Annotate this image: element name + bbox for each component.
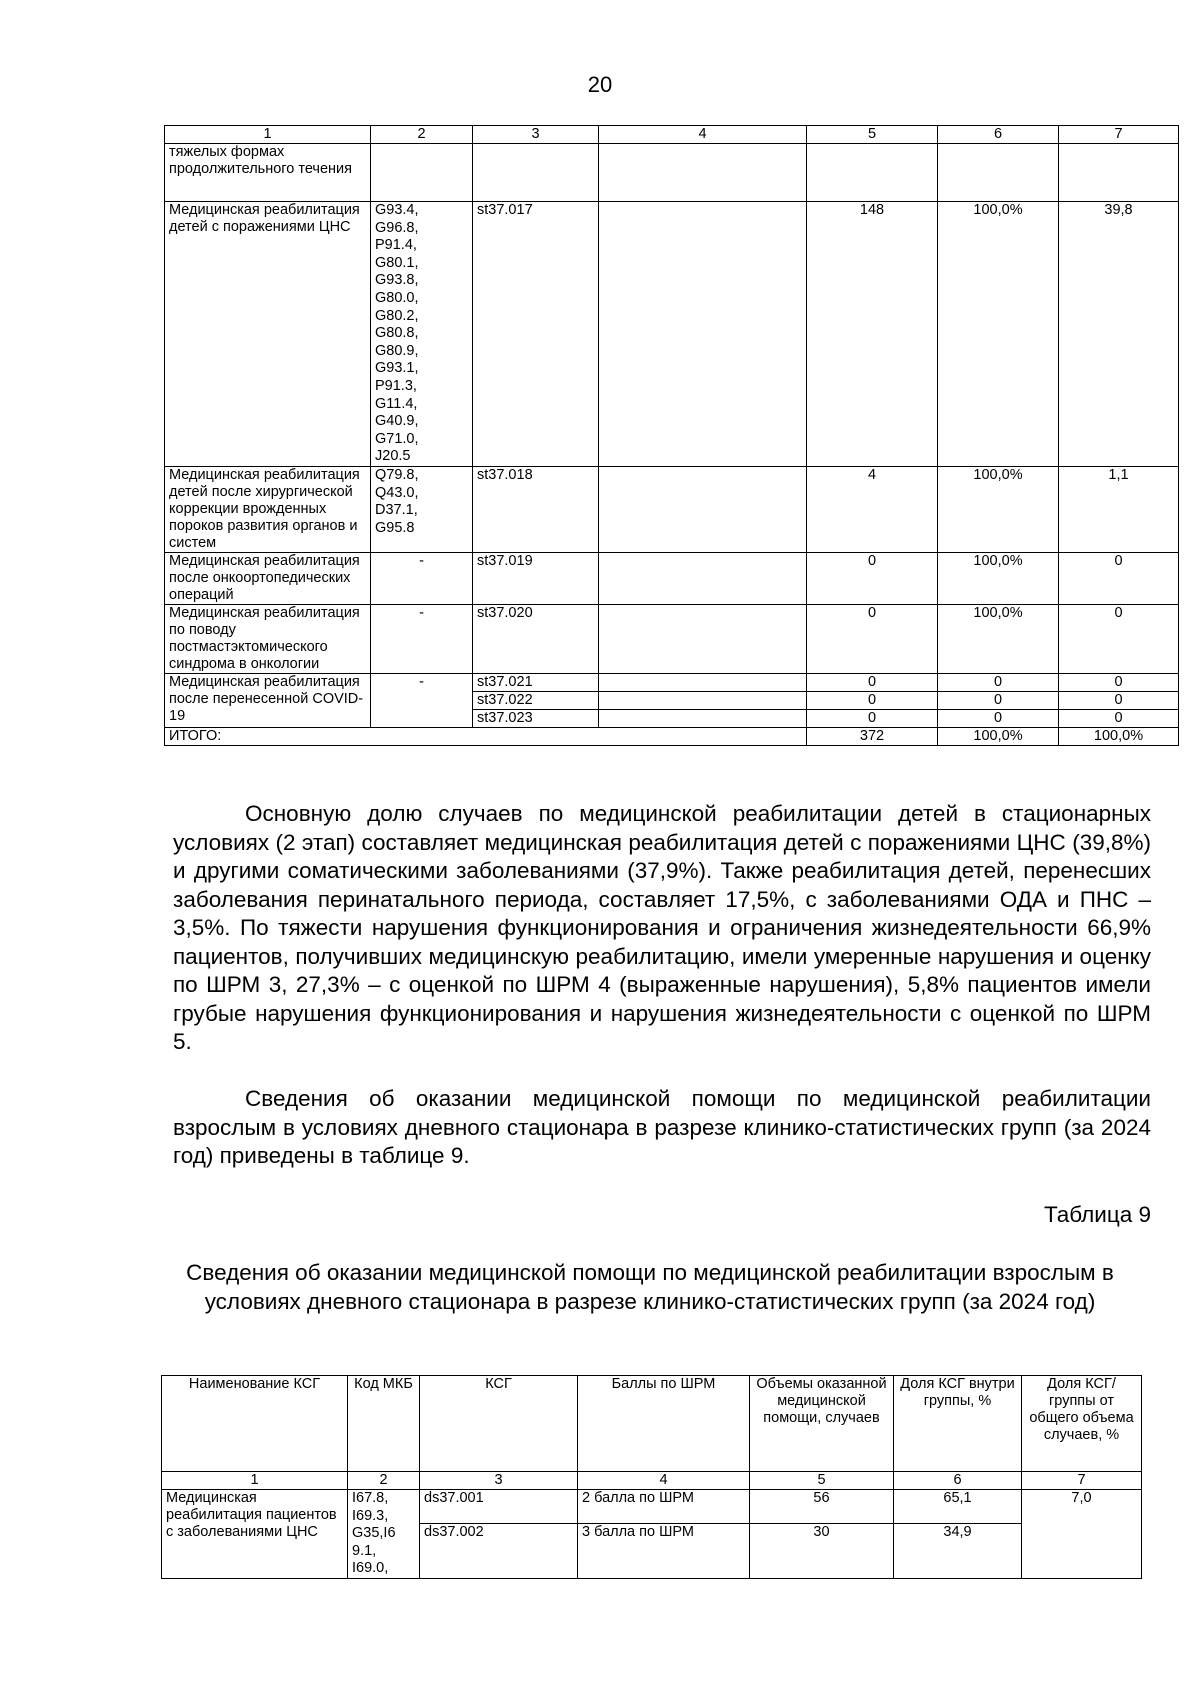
table-header-numbers: 1 2 3 4 5 6 7 bbox=[162, 1472, 1142, 1490]
share-in-group: 65,1 bbox=[894, 1490, 1022, 1524]
mkb-codes: - bbox=[371, 673, 473, 727]
total-share-in-group: 100,0% bbox=[938, 727, 1059, 745]
volume: 0 bbox=[807, 604, 938, 673]
table-header bbox=[162, 1376, 1142, 1472]
header-mkb: Код МКБ bbox=[348, 1376, 420, 1472]
table-row bbox=[165, 144, 1179, 202]
ksg-name: Медицинская реабилитация по поводу постмастэктомического синдрома в онкологии bbox=[165, 604, 371, 673]
paragraph-summary: Основную долю случаев по медицинской реабилитации детей в стационарных условиях (2 этап) составляет медицинская реабилитация детей с поражениями ЦНС (39,8%) и другими соматическими заболеваниями (37,9%). Также реабилитация детей, перенесших заболевания перинатального периода, составляет 17,5%, с заболеваниями ОДА и ПНС – 3,5%. По тяжести нарушения функционирования и ограничения жизнедеятельности 66,9% пациентов, получивших медицинскую реабилитацию, имели умеренные нарушения и оценку по ШРМ 3, 27,3% – с оценкой по ШРМ 4 (выраженные нарушения), 5,8% пациентов имели грубые нарушения функционирования и нарушения жизнедеятельности с оценкой по ШРМ 5. bbox=[173, 801, 1151, 1054]
table-row bbox=[165, 552, 1179, 604]
table-row: Медицинская реабилитация после перенесенной COVID-19 - st37.021 0 0 0 bbox=[165, 673, 1179, 691]
ksg-name: Медицинская реабилитация пациентов с заболеваниями ЦНС bbox=[162, 1490, 348, 1579]
ksg-name: Медицинская реабилитация детей после хирургической коррекции врожденных пороков развития органов и систем bbox=[165, 466, 371, 552]
total-label: ИТОГО: bbox=[165, 727, 807, 745]
mkb-codes: Q79.8, Q43.0, D37.1, G95.8 bbox=[371, 466, 473, 552]
table-row: st37.022 0 0 0 bbox=[165, 691, 1179, 709]
ksg-code: st37.019 bbox=[473, 552, 599, 604]
table-row bbox=[162, 1490, 1142, 1524]
share-in-group: 100,0% bbox=[938, 466, 1059, 552]
mkb-codes: I67.8, I69.3, G35,I6 9.1, I69.0, bbox=[348, 1490, 420, 1579]
share-total: 39,8 bbox=[1059, 202, 1179, 467]
table-row: st37.023 0 0 0 bbox=[165, 709, 1179, 727]
ksg-code: st37.018 bbox=[473, 466, 599, 552]
table-title: Сведения об оказании медицинской помощи по медицинской реабилитации взрослым в условиях дневного стационара в разрезе клинико-статистических групп (за 2024 год) bbox=[186, 1260, 1114, 1314]
share-in-group: 34,9 bbox=[894, 1524, 1022, 1579]
ksg-code: ds37.002 bbox=[420, 1524, 578, 1579]
ksg-name: Медицинская реабилитация после онкоортопедических операций bbox=[165, 552, 371, 604]
share-in-group: 100,0% bbox=[938, 202, 1059, 467]
header-ksg-name: Наименование КСГ bbox=[162, 1376, 348, 1472]
page-number: 20 bbox=[587, 72, 613, 97]
mkb-codes: - bbox=[371, 604, 473, 673]
rehab-children-table bbox=[164, 125, 1179, 746]
header-score: Баллы по ШРМ bbox=[578, 1376, 750, 1472]
volume: 56 bbox=[750, 1490, 894, 1524]
ksg-code: st37.020 bbox=[473, 604, 599, 673]
share-in-group: 100,0% bbox=[938, 604, 1059, 673]
total-share: 100,0% bbox=[1059, 727, 1179, 745]
ksg-code: st37.023 bbox=[473, 709, 599, 727]
table-row bbox=[165, 466, 1179, 552]
header-ksg: КСГ bbox=[420, 1376, 578, 1472]
mkb-codes: G93.4, G96.8, P91.4, G80.1, G93.8, G80.0, G80.2, G80.8, G80.9, G93.1, P91.3, G11.4, G40.9, G71.0, J20.5 bbox=[371, 202, 473, 467]
ksg-code: st37.022 bbox=[473, 691, 599, 709]
share-in-group: 100,0% bbox=[938, 552, 1059, 604]
score: 2 балла по ШРМ bbox=[578, 1490, 750, 1524]
volume: 148 bbox=[807, 202, 938, 467]
volume: 4 bbox=[807, 466, 938, 552]
ksg-name: Медицинская реабилитация после перенесенной COVID-19 bbox=[165, 673, 371, 727]
table-total-row bbox=[165, 727, 1179, 745]
score: 3 балла по ШРМ bbox=[578, 1524, 750, 1579]
header-share-total: Доля КСГ/группы от общего объема случаев, % bbox=[1022, 1376, 1142, 1472]
ksg-code: st37.021 bbox=[473, 673, 599, 691]
total-volume: 372 bbox=[807, 727, 938, 745]
table-label: Таблица 9 bbox=[1044, 1202, 1151, 1227]
ksg-name: тяжелых формах продолжительного течения bbox=[165, 144, 371, 202]
rehab-adults-table bbox=[161, 1375, 1142, 1579]
volume: 0 bbox=[807, 552, 938, 604]
paragraph-table-reference: Сведения об оказании медицинской помощи по медицинской реабилитации взрослым в условиях дневного стационара в разрезе клинико-статистических групп (за 2024 год) приведены в таблице 9. bbox=[173, 1086, 1151, 1168]
share-total: 1,1 bbox=[1059, 466, 1179, 552]
share-total: 7,0 bbox=[1022, 1490, 1142, 1579]
table-row bbox=[165, 202, 1179, 467]
mkb-codes: - bbox=[371, 552, 473, 604]
table-row bbox=[165, 604, 1179, 673]
ksg-name: Медицинская реабилитация детей с поражениями ЦНС bbox=[165, 202, 371, 467]
ksg-code: ds37.001 bbox=[420, 1490, 578, 1524]
header-share-in-group: Доля КСГ внутри группы, % bbox=[894, 1376, 1022, 1472]
table-header-numbers: 1 2 3 4 5 6 7 bbox=[165, 126, 1179, 144]
volume: 30 bbox=[750, 1524, 894, 1579]
share-total: 0 bbox=[1059, 604, 1179, 673]
ksg-code: st37.017 bbox=[473, 202, 599, 467]
share-total: 0 bbox=[1059, 552, 1179, 604]
header-volume: Объемы оказанной медицинской помощи, случаев bbox=[750, 1376, 894, 1472]
